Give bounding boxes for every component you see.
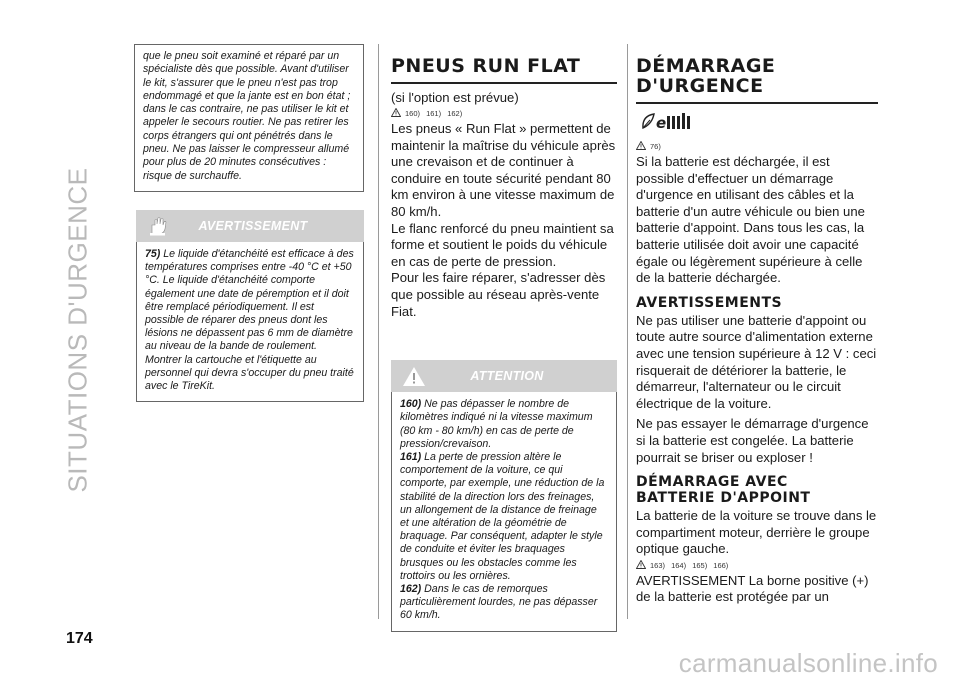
- warning-body: [136, 242, 364, 402]
- eco-battery-icon: [640, 110, 878, 139]
- svg-text:e: e: [656, 114, 667, 132]
- column-divider: [627, 44, 628, 619]
- refs-text: 160) 161) 162): [405, 109, 463, 118]
- attention-item: [400, 398, 608, 451]
- intro-note-box: [134, 44, 364, 192]
- refs-text: 76): [650, 142, 661, 151]
- column-1: [136, 44, 364, 402]
- column-2: [391, 44, 617, 632]
- paragraph: Ne pas utiliser une batterie d'appoint ou toute autre source d'alimentation externe avec une tension supérieure à 12 V : ceci risquerait de détériorer la batterie, le démarreur, l'alternateur ou le circuit électrique de la voiture.: [636, 312, 877, 411]
- attention-item: [400, 451, 608, 583]
- attention-item: [400, 583, 608, 623]
- subsection-title-booster-battery: [636, 474, 878, 506]
- paragraph: Le flanc renforcé du pneu maintient sa forme et soutient le poids du véhicule en cas de perte de pression.: [391, 220, 614, 269]
- attention-ref: 160): [400, 398, 422, 411]
- column-divider: [378, 44, 379, 619]
- attention-text: Dans le cas de remorques particulièrement lourdes, ne pas dépasser 60 km/h.: [400, 582, 598, 622]
- paragraph: AVERTISSEMENT La borne positive (+) de la batterie est protégée par un: [636, 572, 869, 605]
- paragraph: Si la batterie est déchargée, il est possible d'effectuer un démarrage d'urgence en utilisant des câbles et la batterie d'un autre véhicule ou bien une batterie d'appoint. Dans tous les cas, la batterie utilisée doit avoir une capacité égale ou légèrement supérieure à celle de la batterie déchargée.: [636, 154, 865, 286]
- section-title-emergency-start: [636, 56, 878, 104]
- warning-title: AVERTISSEMENT: [198, 218, 308, 233]
- subsection-title-warnings: AVERTISSEMENTS: [636, 294, 783, 311]
- refs-line: [391, 108, 617, 119]
- paragraph: Pour les faire réparer, s'adresser dès que possible au réseau après-vente Fiat.: [391, 270, 606, 319]
- section-title-run-flat: PNEUS RUN FLAT: [391, 56, 617, 84]
- column-3: [636, 44, 878, 606]
- paragraph: La batterie de la voiture se trouve dans le compartiment moteur, derrière le groupe optique gauche.: [636, 508, 877, 557]
- refs-text: 163) 164) 165) 166): [650, 560, 729, 570]
- title-line: DÉMARRAGE: [636, 55, 776, 77]
- attention-text: La perte de pression altère le comportement de la voiture, ce qui comporte, par exemple, une réduction de la stabilité de la direction lors des freinages, un allongement de la distance de freinage et une altération de la géométrie de braquage. Par conséquent, adapter le style de conduite et éviter les braquages brusques ou les obstacles comme les trottoirs ou les ornières.: [400, 450, 605, 582]
- warning-triangle-icon: [391, 366, 437, 387]
- warning-triangle-small-icon: [636, 141, 646, 152]
- chapter-side-title: SITUATIONS D'URGENCE: [62, 167, 93, 493]
- attention-ref: 162): [400, 582, 422, 595]
- title-line: BATTERIE D'APPOINT: [636, 490, 811, 507]
- refs-line: [636, 141, 878, 152]
- warning-text: Le liquide d'étanchéité est efficace à des températures comprises entre -40 °C et +50 °C. Le liquide d'étanchéité comporte également une date de péremption et il doit être remplacé périodiquement. Il est possible de réparer des pneus dont les lésions ne dépassent pas 6 mm de diamètre au niveau de la bande de roulement. Montrer la cartouche et l'étiquette au personnel qui devra s'occuper du pneu traité avec le TireKit.: [145, 247, 354, 392]
- run-flat-subtitle: (si l'option est prévue): [391, 90, 519, 105]
- attention-ref: 161): [400, 450, 422, 463]
- paragraph: Les pneus « Run Flat » permettent de maintenir la maîtrise du véhicule après une crevaison et de continuer à conduire en toute sécurité pendant 80 km environ à une vitesse maximum de 80 km/h.: [391, 121, 616, 219]
- warning-triangle-small-icon: [636, 560, 646, 571]
- warning-item: [145, 248, 355, 393]
- hand-icon: [136, 216, 182, 236]
- warning-ref: 75): [145, 247, 161, 260]
- attention-text: Ne pas dépasser le nombre de kilomètres indiqué ni la vitesse maximum (80 km - 80 km/h) en cas de perte de pression/crevaison.: [400, 398, 593, 450]
- paragraph: Ne pas essayer le démarrage d'urgence si la batterie est congelée. La batterie pourrait se briser ou exploser !: [636, 416, 869, 465]
- watermark: carmanualsonline.info: [678, 648, 938, 678]
- attention-body: [391, 392, 617, 631]
- warning-triangle-small-icon: [391, 108, 401, 119]
- intro-note-text: que le pneu soit examiné et réparé par un spécialiste dès que possible. Avant d'utiliser le kit, s'assurer que le pneu n'est pas trop endommagé et que la jante est en bon état ; dans le cas contraire, ne pas utiliser le kit et appeler le secours routier. Ne pas retirer les corps étrangers qui ont pénétrés dans le pneu. Ne pas laisser le compresseur allumé pour plus de 20 minutes consécutives : risque de surchauffe.: [143, 50, 351, 182]
- attention-title: ATTENTION: [470, 369, 544, 384]
- page-number: 174: [66, 630, 93, 647]
- title-line: DÉMARRAGE AVEC: [636, 474, 788, 491]
- attention-header: [391, 360, 617, 392]
- refs-line: [636, 560, 878, 571]
- warning-header: [136, 210, 364, 242]
- title-line: D'URGENCE: [636, 75, 764, 97]
